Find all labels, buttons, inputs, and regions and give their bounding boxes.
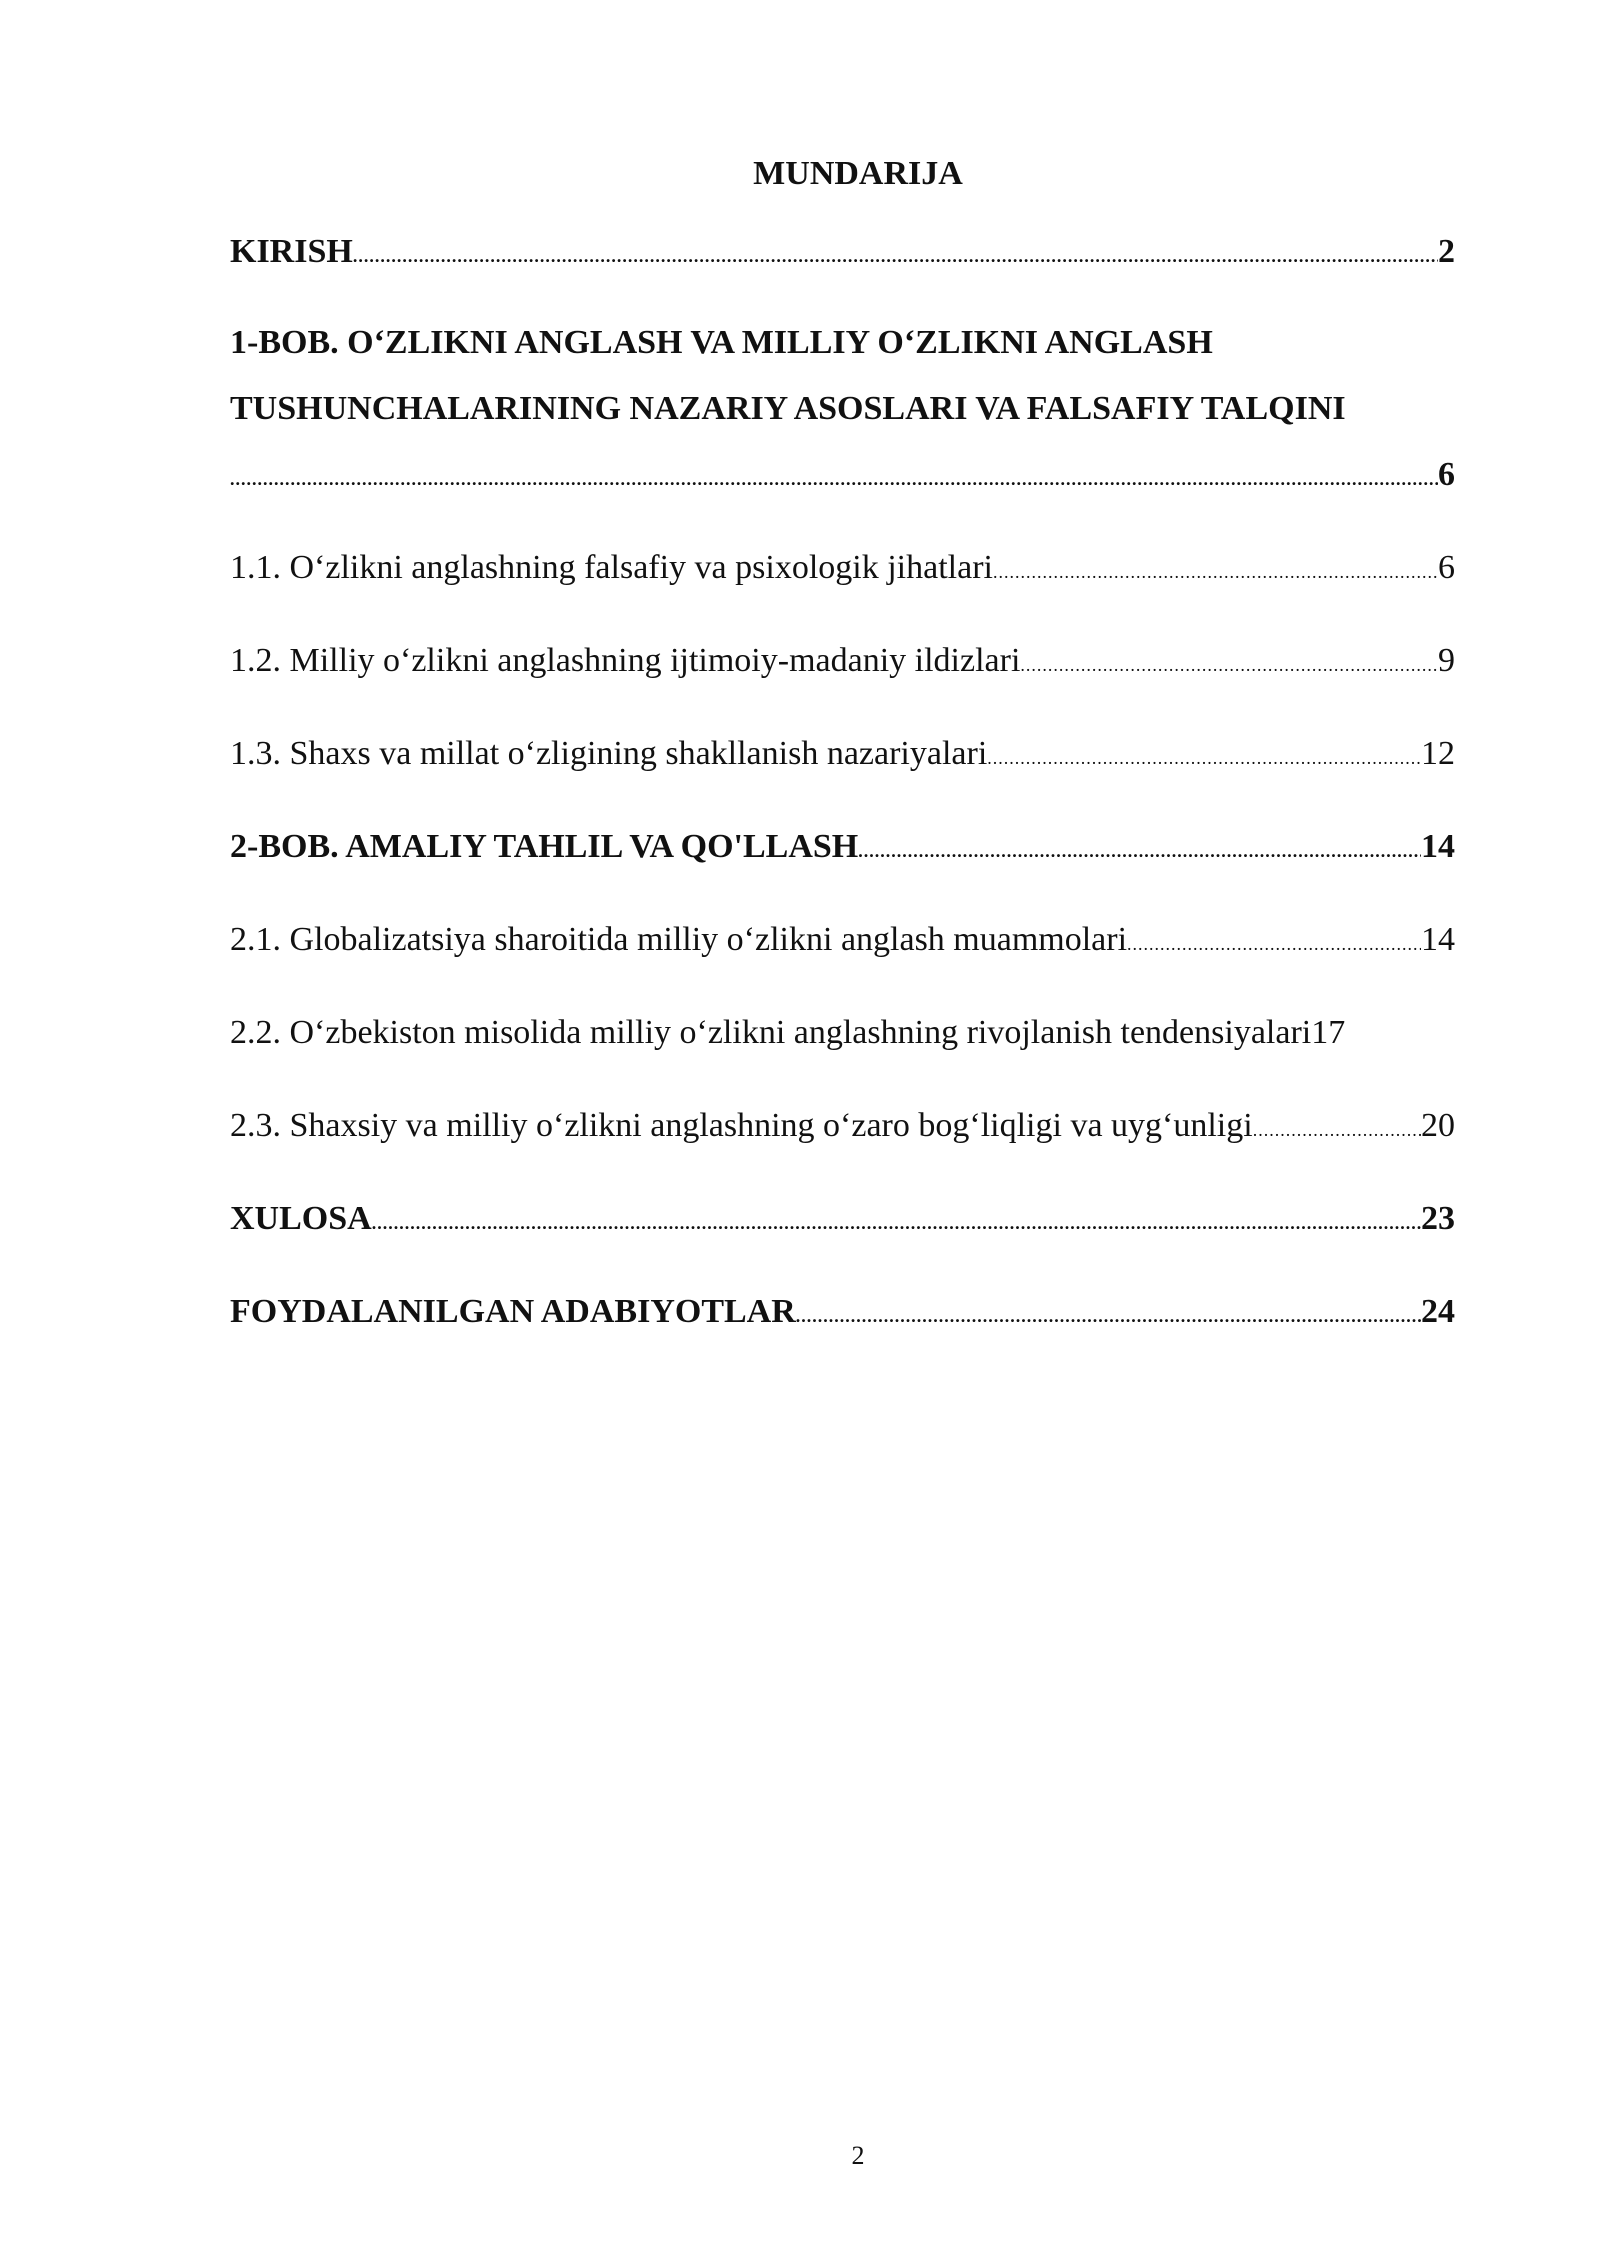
toc-entry-1-2[interactable]	[230, 639, 1455, 687]
toc-entry-label: 2.1. Globalizatsiya sharoitida milliy o‘zlikni anglash muammolari	[230, 921, 1128, 958]
toc-entry-2-1[interactable]	[230, 918, 1455, 966]
toc-entry-chapter-2[interactable]	[230, 825, 1455, 873]
toc-entry-chapter-1-page[interactable]	[230, 453, 1455, 501]
dot-leader	[796, 1294, 1421, 1338]
page-number: 2	[851, 2141, 865, 2170]
dot-leader	[1127, 922, 1421, 966]
toc-chapter-1-heading[interactable]	[230, 310, 1490, 442]
toc-entry-page: 9	[1438, 642, 1455, 679]
dot-leader	[1253, 1108, 1421, 1152]
toc-entry-xulosa[interactable]	[230, 1197, 1455, 1245]
dot-leader	[993, 550, 1438, 594]
dot-leader	[372, 1201, 1421, 1245]
dot-leader	[987, 736, 1421, 780]
toc-entry-2-3[interactable]	[230, 1104, 1455, 1152]
toc-entry-page: 12	[1421, 735, 1455, 772]
toc-entry-label: 2.2. O‘zbekiston misolida milliy o‘zlikni anglashning rivojlanish tendensiyalari	[230, 1014, 1312, 1051]
toc-entry-1-1[interactable]	[230, 546, 1455, 594]
toc-entry-page: 6	[1438, 456, 1455, 493]
toc-entry-adabiyotlar[interactable]	[230, 1290, 1455, 1338]
toc-entry-label: 1.2. Milliy o‘zlikni anglashning ijtimoiy-madaniy ildizlari	[230, 642, 1021, 679]
toc-entry-kirish[interactable]	[230, 230, 1455, 278]
dot-leader	[1020, 643, 1438, 687]
toc-entry-label: 2-BOB. AMALIY TAHLIL VA QO'LLASH	[230, 828, 859, 865]
toc-entry-label: 1.1. O‘zlikni anglashning falsafiy va psixologik jihatlari	[230, 549, 993, 586]
toc-entry-label: 1.3. Shaxs va millat o‘zligining shakllanish nazariyalari	[230, 735, 988, 772]
toc-entry-label: FOYDALANILGAN ADABIYOTLAR	[230, 1293, 796, 1330]
toc-chapter-1-line-2: TUSHUNCHALARINING NAZARIY ASOSLARI VA FALSAFIY TALQINI	[230, 390, 1346, 427]
dot-leader	[353, 234, 1438, 278]
toc-chapter-1-line-1: 1-BOB. O‘ZLIKNI ANGLASH VA MILLIY O‘ZLIKNI ANGLASH	[230, 324, 1213, 361]
toc-entry-1-3[interactable]	[230, 732, 1455, 780]
toc-entry-page: 17	[1311, 1014, 1346, 1051]
dot-leader	[230, 457, 1438, 501]
toc-entry-page: 14	[1421, 921, 1455, 958]
toc-entry-page: 20	[1421, 1107, 1455, 1144]
toc-entry-label: KIRISH	[230, 233, 353, 270]
toc-entry-2-2[interactable]	[230, 1011, 1455, 1055]
toc-entry-page: 14	[1421, 828, 1455, 865]
toc-entry-page: 2	[1438, 233, 1455, 270]
toc-entry-page: 6	[1438, 549, 1455, 586]
dot-leader	[858, 829, 1421, 873]
toc-entry-label: 2.3. Shaxsiy va milliy o‘zlikni anglashning o‘zaro bog‘liqligi va uyg‘unligi	[230, 1107, 1253, 1144]
toc-entry-label: XULOSA	[230, 1200, 372, 1237]
toc-entry-page: 23	[1421, 1200, 1455, 1237]
page-title: MUNDARIJA	[753, 155, 963, 192]
toc-entry-page: 24	[1421, 1293, 1455, 1330]
